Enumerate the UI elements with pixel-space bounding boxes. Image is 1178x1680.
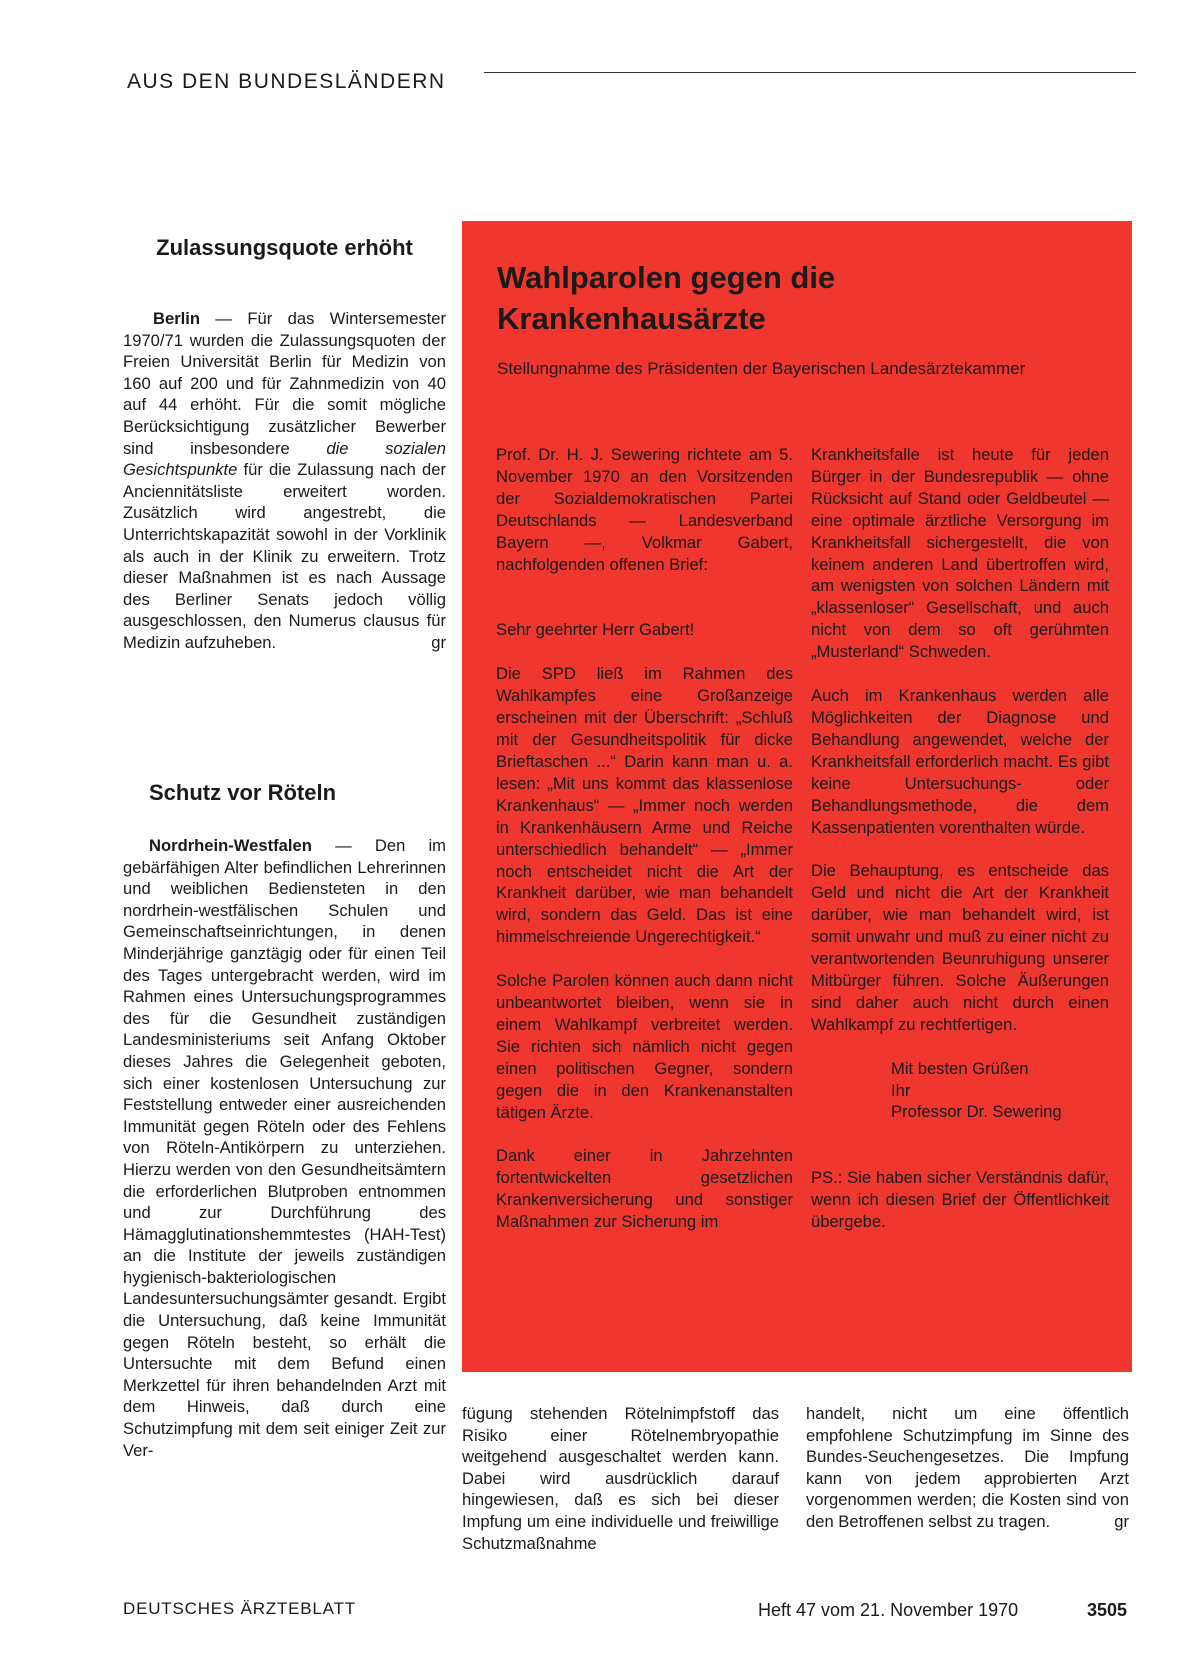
header-rule [484,72,1136,73]
box-paragraph: Dank einer in Jahrzehnten fortentwickelten gesetzlichen Krankenversicherung und sonstiger Maßnahmen zur Sicherung im [496,1146,793,1232]
box-title: Wahlparolen gegen die Krankenhausärzte [497,260,836,336]
article-roeteln [123,779,446,1461]
box-column-2 [811,444,1109,1233]
article-text: — Den im gebärfähigen Alter befindlichen Lehrerinnen und weiblichen Bediensteten in den nordrhein-westfälischen Schulen und Gemeinschaftseinrichtungen, in denen Minderjährige ganztägig oder für einen Teil des Tages untergebracht werden, wird im Rahmen eines Untersuchungsprogrammes des für die Gesundheit zuständigen Landesministeriums seit Anfang Oktober dieses Jahres die Gelegenheit geboten, sich einer kostenlosen Untersuchung zur Feststellung entweder einer ausreichenden Immunität gegen Röteln oder des Fehlens von Röteln-Antikörpern zu unterziehen. Hierzu werden von den Gesundheitsämtern die erforderlichen Blutproben entnommen und zur Durchführung des Hämagglutinationshemmtestes (HAH-Test) an die Institute der jeweils zuständigen hygienisch-bakteriologischen Landesuntersuchungsämter gesandt. Ergibt die Untersuchung, daß keine Immunität gegen Röteln besteht, so erhält die Untersuchte mit dem Befund einen Merkzettel für ihren behandelnden Arzt mit dem Hinweis, daß durch eine Schutzimpfung mit dem seit einiger Zeit zur Ver- [123,836,446,1460]
article-place: Nordrhein-Westfalen [149,836,312,855]
article-title: Schutz vor Röteln [149,780,337,805]
box-postscript: PS.: Sie haben sicher Verständnis dafür, wenn ich diesen Brief der Öffentlichkeit übergebe. [811,1168,1109,1232]
box-paragraph: Auch im Krankenhaus werden alle Möglichkeiten der Diagnose und Behandlung angewendet, welche der Krankheitsfall erforderlich macht. Es gibt keine Untersuchungs- oder Behandlungsmethode, die dem Kassenpatienten vorenthalten würde. [811,686,1109,837]
box-closing: Ihr [891,1080,911,1100]
box-paragraph: Die Behauptung, es entscheide das Geld und nicht die Art der Krankheit darüber, wie man behandelt wird, ist somit unwahr und muß zu einer nicht zu verantwortenden Beunruhigung unserer Mitbürger führen. Solche Äußerungen sind daher auch nicht durch einen Wahlkampf zu rechtfertigen. [811,861,1109,1034]
article-place: Berlin [153,309,201,328]
box-closing: Mit besten Grüßen [891,1058,1029,1078]
footer-journal: DEUTSCHES ÄRZTEBLATT [123,1599,356,1618]
article-continuation: fügung stehenden Rötelnimpfstoff das Risiko einer Rötelnembryopathie weitgehend ausgeschaltet werden kann. Dabei wird ausdrücklich darauf hingewiesen, daß es sich bei dieser Impfung um eine individuelle und freiwillige Schutzmaßnahme [462,1404,779,1553]
article-title: Zulassungsquote erhöht [156,235,413,260]
article-emphasis: die sozialen Gesichtspunkte [123,438,447,480]
article-text-2: für die Zulassung nach der Anciennitätsliste erweitert worden. Zusätzlich wird angestrebt, die Unterrichtskapazität sowohl in der Vorklinik als auch in der Klinik zu erweitern. Trotz dieser Maßnahmen ist es nach Aussage des Berliner Senats jedoch völlig ausgeschlossen, den Numerus clausus für Medizin aufzuheben. [123,460,446,652]
page-number: 3505 [1087,1600,1128,1620]
article-continuation [806,1403,1129,1533]
footer-issue: Heft 47 vom 21. November 1970 [758,1600,1019,1620]
section-header: AUS DEN BUNDESLÄNDERN [127,70,446,93]
box-paragraph: Prof. Dr. H. J. Sewering richtete am 5. November 1970 an den Vorsitzenden der Sozialdemokratischen Partei Deutschlands — Landesverband Bayern —, Volkmar Gabert, nachfolgenden offenen Brief: [496,445,793,574]
box-paragraph: Krankheitsfalle ist heute für jeden Bürger in der Bundesrepublik — ohne Rücksicht auf Stand oder Geldbeutel — eine optimale ärztliche Versorgung im Krankheitsfall sichergestellt, die von keinem anderen Land übertroffen wird, am wenigsten von solchen Ländern mit „klassenloser“ Gesellschaft, und auch nicht von dem so oft gerühmten „Musterland“ Schweden. [811,445,1109,662]
box-salutation: Sehr geehrter Herr Gabert! [496,620,695,640]
box-paragraph: Die SPD ließ im Rahmen des Wahlkampfes eine Großanzeige erscheinen mit der Überschrift: „Schluß mit der Gesundheitspolitik für dicke Brieftaschen ...“ Darin kann man u. a. lesen: „Mit uns kommt das klassenlose Krankenhaus“ — „Immer noch werden in Krankenhäusern Arme und Reiche unterschiedlich behandelt“ — „Immer noch entscheidet nicht die Art der Krankheit darüber, wie man behandelt wird, sondern das Geld. Das ist eine himmelschreiende Ungerechtigkeit.“ [496,664,793,947]
article-text: handelt, nicht um eine öffentlich empfohlene Schutzimpfung im Sinne des Bundes-Seuchengesetzes. Die Impfung kann von jedem approbierten Arzt vorgenommen werden; die Kosten sind von den Betroffenen selbst zu tragen. [806,1404,1129,1531]
box-column-1 [496,444,793,1233]
box-subtitle: Stellungnahme des Präsidenten der Bayerischen Landesärztekammer [497,359,1026,378]
article-body [123,308,446,654]
article-text: — Für das Wintersemester 1970/71 wurden die Zulassungsquoten der Freien Universität Berlin für Medizin von 160 auf 200 und für Zahnmedizin von 40 auf 44 erhöht. Für die somit mögliche Berücksichtigung zusätzlicher Bewerber sind insbesondere [123,309,446,458]
article-zulassungsquote [123,234,446,654]
article-signoff: gr [431,632,446,652]
article-signoff: gr [1114,1511,1129,1531]
box-closing-signature: Professor Dr. Sewering [891,1102,1062,1122]
article-body [123,835,446,1461]
box-paragraph: Solche Parolen können auch dann nicht unbeantwortet bleiben, wenn sie in einem Wahlkampf verbreitet werden. Sie richten sich nämlich nicht gegen einen politischen Gegner, sondern gegen die in den Krankenanstalten tätigen Ärzte. [496,971,793,1122]
